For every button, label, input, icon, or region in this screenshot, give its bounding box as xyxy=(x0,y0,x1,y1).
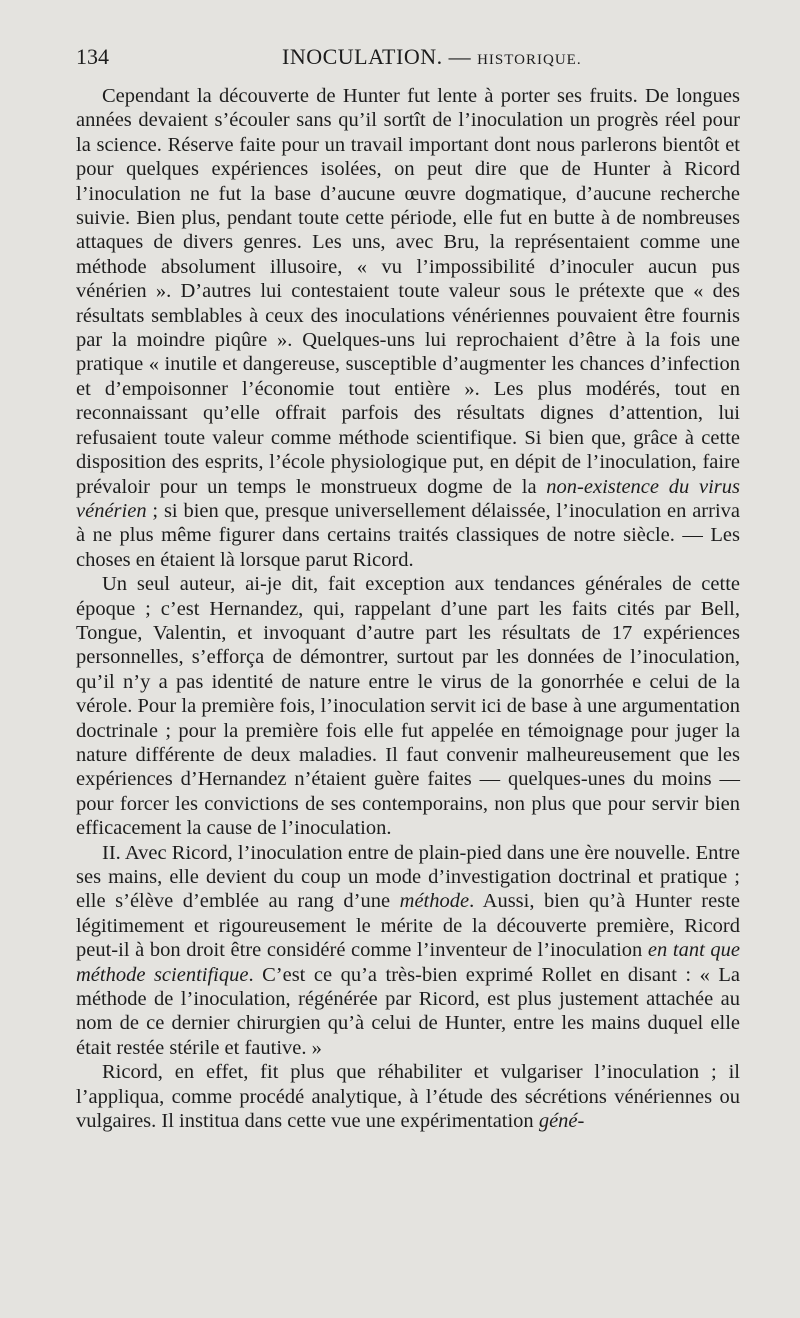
paragraph-2: Un seul auteur, ai-je dit, fait exception aux tendances générales de cette époque ; c’est Hernandez, qui, rappelant d’une part les faits cités par Bell, Tongue, Valentin, et invoquant d’autre part les résultats de 17 expériences personnelles, s’efforça de démontrer, surtout par les données de l’inoculation, qu’il n’y a pas identité de nature entre le virus de la gonorrhée e celui de la vérole. Pour la première fois, l’inoculation servit ici de base à une argumentation doctrinale ; pour la première fois elle fut appelée en témoignage pour juger la nature différente de deux maladies. Il faut convenir malheureusement que les expériences d’Hernandez n’étaient guère faites — quelques-unes du moins — pour forcer les convictions de ses contemporains, non plus que pour servir bien efficacement la cause de l’inoculation. xyxy=(76,573,740,840)
paragraph-3-text-a: II. Avec Ricord, l’inoculation entre de plain-pied dans une ère nouvelle. Entre ses mains, elle devient du coup un mode d’investigation doctrinal et pratique ; elle s’élève d’emblée au rang d’une xyxy=(76,841,740,913)
paragraph-1-text-b: ; si bien que, presque universellement délaissée, l’inoculation en arriva à ne plus même figurer dans certains traités classiques de notre siècle. — Les choses en étaient là lorsque parut Ricord. xyxy=(76,499,740,571)
paragraph-1-italic: non-existence du virus vénérien xyxy=(76,475,740,522)
page-header xyxy=(76,44,740,74)
paragraph-4-italic: géné- xyxy=(538,1110,585,1133)
page-number: 134 xyxy=(76,44,109,69)
body-text xyxy=(76,84,740,1133)
paragraph-3-text-c: . C’est ce qu’a très-bien exprimé Rollet en disant : « La méthode de l’inoculation, régénérée par Ricord, est plus justement attachée au nom de ce dernier chirurgien qu’à celui de Hunter, entre les mains duquel elle était restée stérile et fautive. » xyxy=(76,963,740,1059)
paragraph-3-text-b: . Aussi, bien qu’à Hunter reste légitimement et rigoureusement le mérite de la découverte première, Ricord peut-il à bon droit être considéré comme l’inventeur de l’inoculation xyxy=(76,890,740,962)
paragraph-4-text-a: Ricord, en effet, fit plus que réhabiliter et vulgariser l’inoculation ; il l’appliqua, comme procédé analytique, à l’étude des sécrétions vénériennes ou vulgaires. Il institua dans cette vue une expérimentation xyxy=(76,1061,740,1133)
running-title-subtitle: HISTORIQUE. xyxy=(477,52,582,68)
paragraph-3 xyxy=(76,841,740,1061)
paragraph-3-italic-1: méthode xyxy=(399,890,470,913)
running-title-main: INOCULATION. — xyxy=(282,44,472,69)
paragraph-1-text-a: Cependant la découverte de Hunter fut lente à porter ses fruits. De longues années devaient s’écouler sans qu’il sortît de l’inoculation un progrès réel pour la science. Réserve faite pour un travail important dont nous parlerons bientôt et pour quelques expériences isolées, on peut dire que de Hunter à Ricord l’inoculation ne fut la base d’aucune œuvre dogmatique, d’aucune recherche suivie. Bien plus, pendant toute cette période, elle fut en butte à de nombreuses attaques de divers genres. Les uns, avec Bru, la représentaient comme une méthode absolument illusoire, « vu l’impossibilité d’inoculer aucun pus vénérien ». D’autres lui contestaient toute valeur sous le prétexte que « des résultats semblables à ceux des inoculations vénériennes pouvaient être fournis par la moindre piqûre ». Quelques-uns lui reprochaient d’être à la fois une pratique « inutile et dangereuse, susceptible d’augmenter les chances d’infection et d’empoisonner l’économie tout entière ». Les plus modérés, tout en reconnaissant qu’elle offrait parfois des résultats dignes d’attention, lui refusaient toute valeur comme méthode scientifique. Si bien que, grâce à cette disposition des esprits, l’école physiologique put, en dépit de l’inoculation, faire prévaloir pour un temps le monstrueux dogme de la xyxy=(76,85,740,498)
paragraph-3-italic-2: en tant que méthode scientifique xyxy=(76,939,740,986)
paragraph-1 xyxy=(76,84,740,572)
running-title xyxy=(282,44,582,70)
paragraph-4 xyxy=(76,1060,740,1133)
